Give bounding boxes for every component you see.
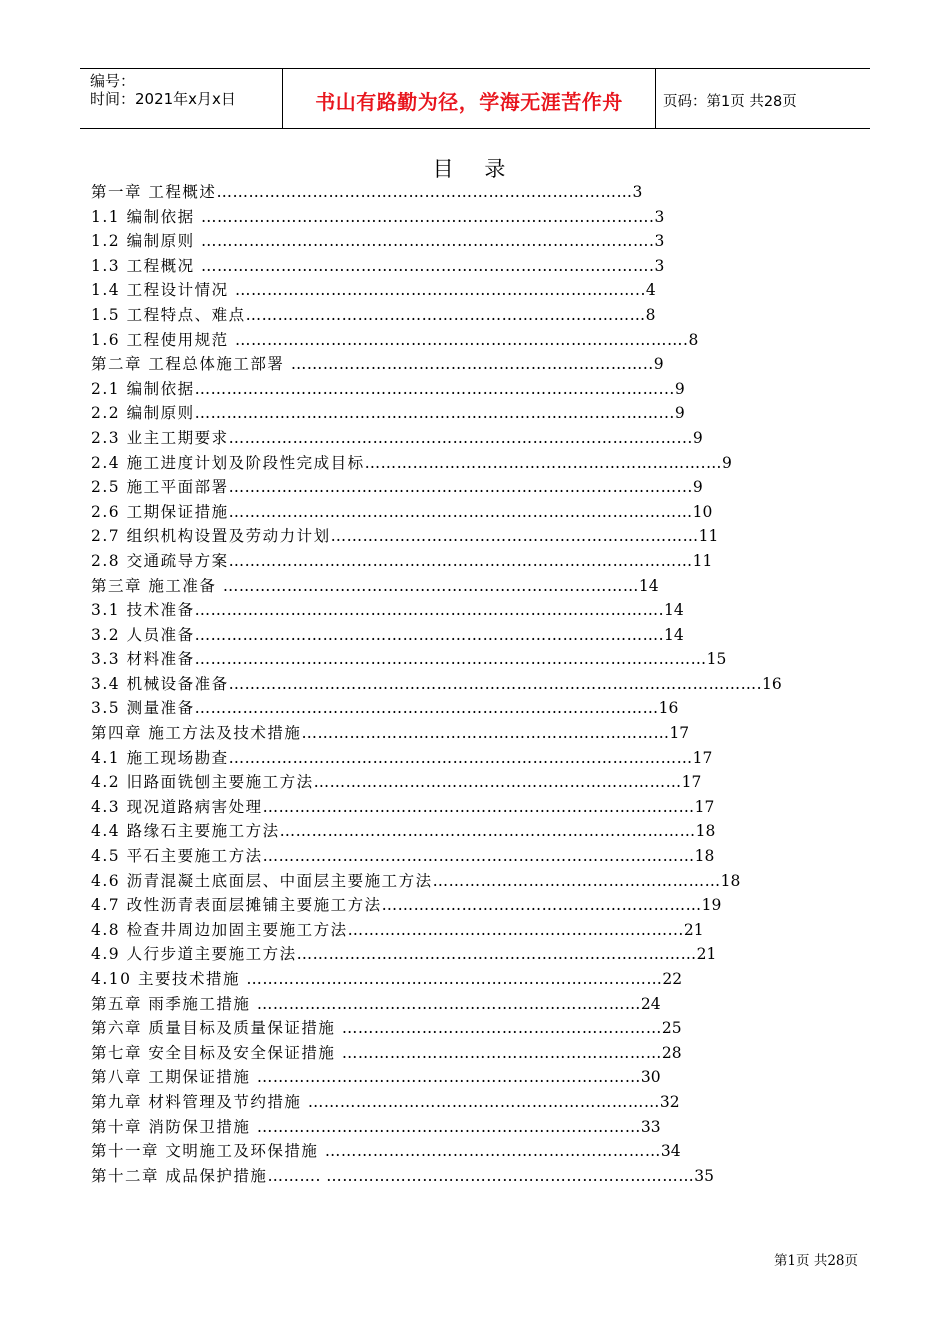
toc-entry-page: 14 bbox=[664, 625, 684, 644]
toc-entry-leader: ……………………………………………………………………… bbox=[262, 797, 695, 816]
toc-entry bbox=[91, 844, 859, 869]
toc-entry-leader: ………………………………………………………………… bbox=[245, 305, 646, 324]
toc-entry-page: 28 bbox=[661, 1043, 682, 1062]
toc-entry-page: 14 bbox=[664, 601, 684, 620]
toc-entry-page: 8 bbox=[688, 330, 699, 349]
toc-entry-leader: …………………………………………………………………………… bbox=[228, 502, 693, 521]
toc-entry-label: 1.2 编制原则 bbox=[91, 232, 202, 251]
toc-entry-label: 4.6 沥青混凝土底面层、中面层主要施工方法 bbox=[91, 871, 433, 890]
toc-entry-leader: …………………………………………………………………………. bbox=[201, 207, 655, 226]
toc-entry-page: 19 bbox=[701, 896, 722, 915]
toc-entry-leader: ………………………………………………………….. bbox=[290, 355, 654, 374]
toc-entry-label: 4.7 改性沥青表面层摊铺主要施工方法 bbox=[91, 896, 382, 915]
toc-entry bbox=[91, 598, 859, 623]
toc-entry-page: 3 bbox=[632, 183, 643, 201]
toc-entry-leader: ……………………………………………………… bbox=[324, 1142, 661, 1161]
toc-entry-label: 4.8 检查井周边加固主要施工方法 bbox=[91, 920, 348, 939]
toc-entry-page: 21 bbox=[683, 920, 704, 939]
toc-entry-label: 第八章 工期保证措施 bbox=[91, 1068, 257, 1087]
toc-entry-label: 1.1 编制依据 bbox=[91, 207, 202, 226]
toc-entry-page: 15 bbox=[706, 650, 727, 669]
toc-entry bbox=[91, 574, 859, 599]
toc-entry-page: 10 bbox=[692, 502, 713, 521]
toc-entry-leader: …………………………………………………………………………. bbox=[235, 330, 689, 349]
toc-entry-page: 17 bbox=[694, 797, 715, 816]
toc-entry bbox=[91, 721, 859, 746]
toc-entry bbox=[91, 819, 859, 844]
toc-entry bbox=[91, 1164, 859, 1189]
toc-entry-label: 1.5 工程特点、难点 bbox=[91, 305, 246, 324]
toc-entry-leader: …………………………………………………………………… bbox=[222, 576, 639, 595]
toc-entry-leader: ……………………………………………………………… bbox=[256, 994, 641, 1013]
toc-entry bbox=[91, 746, 859, 771]
toc-entry bbox=[91, 254, 859, 279]
toc-entry-leader: …………………………………………………………… bbox=[313, 773, 682, 792]
toc-entry bbox=[91, 475, 859, 500]
toc-entry-label: 第十二章 成品保护措施 bbox=[91, 1166, 268, 1185]
page-footer: 第1页 共28页 bbox=[773, 1253, 858, 1269]
toc-entry-leader: ……………………………………………………………… bbox=[256, 1068, 641, 1087]
toc-entry bbox=[91, 893, 859, 918]
toc-entry-label: 第二章 工程总体施工部署 bbox=[91, 355, 291, 374]
toc-entry bbox=[91, 967, 859, 992]
toc-entry-leader: …………………………………………………………………………… bbox=[228, 748, 693, 767]
toc-entry bbox=[91, 623, 859, 648]
toc-entry bbox=[91, 795, 859, 820]
toc-entry-page: 11 bbox=[692, 551, 713, 570]
toc-title: 目 录 bbox=[432, 157, 518, 181]
toc-entry-leader: …………………………………………………………………………… bbox=[228, 551, 693, 570]
toc-entry-label: 第七章 安全目标及安全保证措施 bbox=[91, 1043, 342, 1062]
toc-entry bbox=[91, 303, 859, 328]
toc-entry-leader: ………. …………………………………………………………… bbox=[267, 1166, 695, 1185]
toc-entry-leader: …………………………………………………………………………………… bbox=[194, 650, 707, 669]
toc-entry-leader: ……………………………………………………….… bbox=[364, 453, 723, 472]
toc-entry-label: 2.4 施工进度计划及阶段性完成目标 bbox=[91, 453, 365, 472]
toc-entry-page: 22 bbox=[662, 970, 683, 988]
toc-entry-page: 16 bbox=[658, 699, 679, 718]
toc-entry bbox=[91, 770, 859, 795]
toc-entry-page: 3 bbox=[654, 256, 665, 275]
toc-entry-label: 2.6 工期保证措施 bbox=[91, 502, 229, 521]
toc-entry bbox=[91, 1090, 859, 1115]
toc-entry-leader: ………………………………………………………………….. bbox=[235, 281, 646, 300]
toc-entry-page: 3 bbox=[654, 207, 665, 226]
toc-entry-page: 17 bbox=[681, 773, 702, 792]
toc-entry bbox=[91, 549, 859, 574]
toc-entry-label: 2.8 交通疏导方案 bbox=[91, 551, 229, 570]
toc-entry bbox=[91, 278, 859, 303]
header-top-rule bbox=[80, 68, 870, 69]
toc-entry-page: 4 bbox=[645, 281, 656, 300]
toc-entry-label: 3.2 人员准备 bbox=[91, 625, 195, 644]
toc-entry-label: 4.10 主要技术措施 bbox=[91, 970, 247, 988]
toc-entry-leader: …………………………………………………………… bbox=[330, 527, 699, 546]
toc-entry-leader: ……………………………………………………………………… bbox=[262, 847, 695, 866]
toc-entry-page: 24 bbox=[640, 994, 661, 1013]
toc-entry bbox=[91, 1041, 859, 1066]
toc-entry-page: 11 bbox=[698, 527, 719, 546]
toc-entry-page: 3 bbox=[654, 232, 665, 251]
toc-entry-label: 2.2 编制原则 bbox=[91, 404, 195, 423]
toc-entry bbox=[91, 352, 859, 377]
toc-entry-page: 21 bbox=[696, 945, 717, 964]
toc-entry-label: 第六章 质量目标及质量保证措施 bbox=[91, 1019, 342, 1038]
toc-entry-page: 14 bbox=[638, 576, 659, 595]
toc-entry-page: 9 bbox=[692, 478, 703, 497]
toc-entry bbox=[91, 205, 859, 230]
toc-entry-label: 3.3 材料准备 bbox=[91, 650, 195, 669]
toc-entry-leader: ……………………………………………………………………………. bbox=[194, 601, 665, 620]
toc-entry-leader: …………………………………………………………………………... bbox=[228, 478, 693, 497]
toc-entry-leader: ………………………………………………………………………………………. bbox=[228, 674, 763, 693]
toc-entry-leader: …………………………………………………… bbox=[341, 1019, 662, 1038]
toc-entry-page: 18 bbox=[720, 871, 741, 890]
toc-entry-label: 4.5 平石主要施工方法 bbox=[91, 847, 263, 866]
toc-entry bbox=[91, 377, 859, 402]
toc-entry-label: 第一章 工程概述 bbox=[91, 183, 217, 201]
toc-entry bbox=[91, 1139, 859, 1164]
toc-entry bbox=[91, 229, 859, 254]
toc-entry-label: 第四章 施工方法及技术措施 bbox=[91, 724, 302, 743]
header-left-cell bbox=[90, 72, 236, 108]
toc-entry bbox=[91, 918, 859, 943]
toc-entry-label: 4.1 施工现场勘查 bbox=[91, 748, 229, 767]
table-of-contents bbox=[91, 180, 859, 1188]
toc-entry-leader: ……………………………………………… bbox=[432, 871, 721, 890]
header-divider bbox=[655, 68, 656, 129]
toc-entry-leader: ……………………………………………………………………………... bbox=[194, 379, 675, 398]
toc-entry-page: 33 bbox=[640, 1117, 661, 1136]
toc-entry bbox=[91, 869, 859, 894]
toc-entry bbox=[91, 992, 859, 1017]
toc-entry-leader: …………………………………………………… bbox=[381, 896, 702, 915]
header-motto: 书山有路勤为径，学海无涯苦作舟 bbox=[315, 90, 623, 114]
toc-entry-leader: …………………………………………………………… bbox=[301, 724, 670, 743]
toc-entry-label: 4.3 现况道路病害处理 bbox=[91, 797, 263, 816]
toc-entry bbox=[91, 401, 859, 426]
toc-entry-leader: …………………………………………………………………… bbox=[279, 822, 696, 841]
toc-entry-page: 9 bbox=[722, 453, 732, 472]
toc-entry-label: 3.5 测量准备 bbox=[91, 699, 195, 718]
toc-entry-leader: ……………………………………………………... bbox=[347, 920, 684, 939]
toc-entry-label: 2.3 业主工期要求 bbox=[91, 428, 229, 447]
toc-entry-label: 3.4 机械设备准备 bbox=[91, 674, 229, 693]
toc-entry-page: 9 bbox=[692, 428, 703, 447]
toc-entry-leader: …………………………………………………………………………. bbox=[201, 232, 655, 251]
toc-entry-page: 30 bbox=[640, 1068, 661, 1087]
toc-entry bbox=[91, 1016, 859, 1041]
toc-entry-label: 第九章 材料管理及节约措施 bbox=[91, 1092, 308, 1111]
toc-entry-label: 第三章 施工准备 bbox=[91, 576, 223, 595]
toc-entry-leader: …………………………………………………………………………. bbox=[201, 256, 655, 275]
toc-entry-page: 9 bbox=[674, 404, 685, 423]
header-bottom-rule bbox=[80, 128, 870, 129]
toc-entry-label: 4.4 路缘石主要施工方法 bbox=[91, 822, 280, 841]
toc-entry bbox=[91, 1065, 859, 1090]
toc-entry-leader: ……………………………………………………………… bbox=[256, 1117, 641, 1136]
toc-entry bbox=[91, 696, 859, 721]
toc-entry-page: 18 bbox=[694, 847, 715, 866]
toc-entry-page: 35 bbox=[694, 1166, 715, 1185]
toc-entry bbox=[91, 524, 859, 549]
toc-entry-label: 1.4 工程设计情况 bbox=[91, 281, 236, 300]
toc-entry-leader: ……………………………………………………………………………. bbox=[194, 625, 665, 644]
toc-entry bbox=[91, 672, 859, 697]
toc-entry-leader: ………………………………………………………… bbox=[307, 1092, 660, 1111]
toc-entry-leader: ……………………………………………………………………………... bbox=[194, 404, 675, 423]
toc-entry bbox=[91, 942, 859, 967]
toc-entry bbox=[91, 1115, 859, 1140]
toc-entry-leader: …………………………………………………………………………… bbox=[194, 699, 659, 718]
toc-entry bbox=[91, 328, 859, 353]
toc-entry-page: 17 bbox=[669, 724, 690, 743]
toc-entry-label: 3.1 技术准备 bbox=[91, 601, 195, 620]
toc-entry-label: 第十一章 文明施工及环保措施 bbox=[91, 1142, 325, 1161]
toc-entry-page: 17 bbox=[692, 748, 713, 767]
toc-entry-page: 34 bbox=[660, 1142, 681, 1161]
toc-entry-leader: …………………………………………………………………………... bbox=[228, 428, 693, 447]
toc-entry-page: 9 bbox=[653, 355, 664, 374]
toc-entry-label: 2.1 编制依据 bbox=[91, 379, 195, 398]
toc-entry-page: 9 bbox=[674, 379, 685, 398]
toc-entry-label: 1.3 工程概况 bbox=[91, 256, 202, 275]
toc-entry bbox=[91, 426, 859, 451]
toc-entry-page: 8 bbox=[645, 305, 656, 324]
toc-entry-label: 2.7 组织机构设置及劳动力计划 bbox=[91, 527, 331, 546]
toc-entry bbox=[91, 180, 859, 205]
toc-entry-page: 16 bbox=[762, 674, 782, 693]
toc-entry-leader: …………………………………………………………………… bbox=[246, 970, 663, 988]
number-label: 编号： bbox=[90, 72, 136, 90]
toc-entry-label: 第十章 消防保卫措施 bbox=[91, 1117, 257, 1136]
header-page-info: 页码：第1页 共28页 bbox=[663, 94, 797, 110]
toc-entry-leader: …………………………………………………………………… bbox=[216, 183, 633, 201]
toc-entry-page: 32 bbox=[659, 1092, 680, 1111]
toc-entry-leader: …………………………………………………… bbox=[341, 1043, 662, 1062]
toc-entry bbox=[91, 500, 859, 525]
toc-entry-label: 2.5 施工平面部署 bbox=[91, 478, 229, 497]
toc-entry-label: 4.2 旧路面铣刨主要施工方法 bbox=[91, 773, 314, 792]
toc-entry-label: 4.9 人行步道主要施工方法 bbox=[91, 945, 297, 964]
toc-entry-page: 25 bbox=[661, 1019, 682, 1038]
toc-entry-leader: ………………………………………………………………… bbox=[296, 945, 697, 964]
toc-entry-label: 1.6 工程使用规范 bbox=[91, 330, 236, 349]
toc-entry-page: 18 bbox=[695, 822, 716, 841]
toc-entry bbox=[91, 451, 859, 476]
time-label: 时间：2021年x月x日 bbox=[90, 90, 236, 108]
toc-entry-label: 第五章 雨季施工措施 bbox=[91, 994, 257, 1013]
toc-entry bbox=[91, 647, 859, 672]
